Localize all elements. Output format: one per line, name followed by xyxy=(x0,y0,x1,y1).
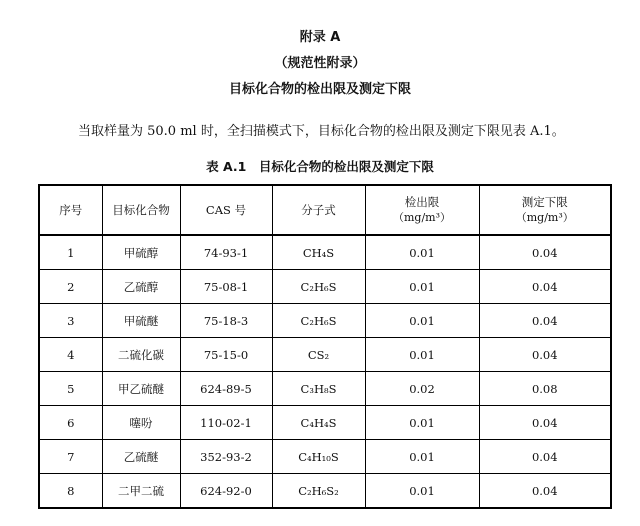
cell-loq: 0.04 xyxy=(479,270,611,304)
detection-limits-table xyxy=(38,184,612,509)
cell-compound: 甲乙硫醚 xyxy=(102,372,180,406)
cell-formula: CS₂ xyxy=(272,338,365,372)
cell-lod: 0.02 xyxy=(365,372,479,406)
intro-paragraph: 当取样量为 50.0 ml 时，全扫描模式下，目标化合物的检出限及测定下限见表 A.1。 xyxy=(78,124,565,139)
cell-cas: 624-89-5 xyxy=(180,372,272,406)
cell-loq: 0.08 xyxy=(479,372,611,406)
cell-no: 7 xyxy=(39,440,102,474)
cell-lod: 0.01 xyxy=(365,406,479,440)
cell-formula: C₃H₈S xyxy=(272,372,365,406)
header-loq xyxy=(479,185,611,235)
cell-cas: 75-15-0 xyxy=(180,338,272,372)
cell-compound: 噻吩 xyxy=(102,406,180,440)
cell-cas: 110-02-1 xyxy=(180,406,272,440)
header-compound: 目标化合物 xyxy=(102,185,180,235)
cell-no: 2 xyxy=(39,270,102,304)
cell-formula: C₂H₆S₂ xyxy=(272,474,365,509)
header-lod xyxy=(365,185,479,235)
appendix-type: （规范性附录） xyxy=(274,56,366,71)
cell-cas: 75-08-1 xyxy=(180,270,272,304)
table-row xyxy=(39,304,611,338)
table-row xyxy=(39,406,611,440)
cell-compound: 乙硫醚 xyxy=(102,440,180,474)
header-cas: CAS 号 xyxy=(180,185,272,235)
cell-compound: 乙硫醇 xyxy=(102,270,180,304)
cell-compound: 甲硫醇 xyxy=(102,235,180,270)
cell-formula: C₂H₆S xyxy=(272,270,365,304)
cell-lod: 0.01 xyxy=(365,304,479,338)
cell-formula: C₄H₁₀S xyxy=(272,440,365,474)
header-loq-label: 测定下限 xyxy=(521,195,568,209)
cell-loq: 0.04 xyxy=(479,304,611,338)
table-row xyxy=(39,235,611,270)
header-loq-unit: （mg/m³） xyxy=(515,211,574,224)
cell-no: 4 xyxy=(39,338,102,372)
cell-no: 6 xyxy=(39,406,102,440)
cell-cas: 75-18-3 xyxy=(180,304,272,338)
appendix-title: 目标化合物的检出限及测定下限 xyxy=(228,82,411,97)
header-formula: 分子式 xyxy=(272,185,365,235)
header-no: 序号 xyxy=(39,185,102,235)
table-row xyxy=(39,440,611,474)
table-row xyxy=(39,474,611,509)
cell-lod: 0.01 xyxy=(365,235,479,270)
header-lod-label: 检出限 xyxy=(404,195,440,209)
cell-compound: 二硫化碳 xyxy=(102,338,180,372)
cell-formula: C₄H₄S xyxy=(272,406,365,440)
cell-lod: 0.01 xyxy=(365,440,479,474)
cell-formula: CH₄S xyxy=(272,235,365,270)
table-row xyxy=(39,270,611,304)
cell-loq: 0.04 xyxy=(479,235,611,270)
cell-compound: 二甲二硫 xyxy=(102,474,180,509)
cell-loq: 0.04 xyxy=(479,474,611,509)
cell-lod: 0.01 xyxy=(365,270,479,304)
cell-formula: C₂H₆S xyxy=(272,304,365,338)
cell-lod: 0.01 xyxy=(365,338,479,372)
cell-loq: 0.04 xyxy=(479,440,611,474)
cell-no: 5 xyxy=(39,372,102,406)
cell-compound: 甲硫醚 xyxy=(102,304,180,338)
table-row xyxy=(39,372,611,406)
cell-loq: 0.04 xyxy=(479,406,611,440)
cell-lod: 0.01 xyxy=(365,474,479,509)
cell-no: 1 xyxy=(39,235,102,270)
cell-cas: 624-92-0 xyxy=(180,474,272,509)
appendix-label: 附录 A xyxy=(299,30,341,45)
cell-cas: 352-93-2 xyxy=(180,440,272,474)
table-header-row xyxy=(39,185,611,235)
table-caption: 表 A.1 目标化合物的检出限及测定下限 xyxy=(206,159,434,174)
cell-cas: 74-93-1 xyxy=(180,235,272,270)
table-row xyxy=(39,338,611,372)
cell-no: 3 xyxy=(39,304,102,338)
cell-loq: 0.04 xyxy=(479,338,611,372)
cell-no: 8 xyxy=(39,474,102,509)
header-lod-unit: （mg/m³） xyxy=(392,211,452,224)
